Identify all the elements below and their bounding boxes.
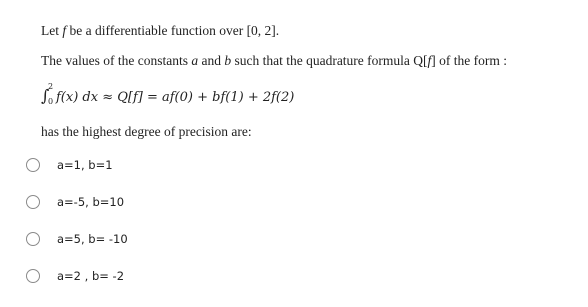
integral-symbol: ∫ <box>41 86 50 105</box>
answer-option-2[interactable] <box>26 192 124 212</box>
statement-part-2: and <box>198 53 225 68</box>
radio-button[interactable] <box>26 158 40 172</box>
constant-a: a <box>191 53 199 68</box>
answer-option-label: a=2 , b= -2 <box>57 269 125 283</box>
answer-option-label: a=1, b=1 <box>57 158 113 172</box>
function-symbol: f <box>62 23 67 38</box>
question-line-prompt: has the highest degree of precision are: <box>41 124 252 139</box>
function-symbol-2: f <box>427 53 432 68</box>
answer-option-label: a=5, b= -10 <box>57 232 128 246</box>
intro-prefix: Let <box>41 23 63 38</box>
answer-option-4[interactable] <box>26 266 124 286</box>
answer-option-label: a=-5, b=10 <box>57 195 125 209</box>
intro-suffix: be a differentiable function over [0, 2]. <box>66 23 280 38</box>
answer-option-1[interactable] <box>26 155 113 175</box>
statement-part-1: The values of the constants <box>41 53 192 68</box>
constant-b: b <box>224 53 232 68</box>
integral-upper-limit: 2 <box>48 82 54 91</box>
statement-part-3: such that the quadrature formula Q[ <box>231 53 428 68</box>
radio-button[interactable] <box>26 232 40 246</box>
integral-lower-limit: 0 <box>48 97 54 106</box>
radio-button[interactable] <box>26 195 40 209</box>
formula-body: f(x) dx ≈ Q[f] = af(0) + bf(1) + 2f(2) <box>56 90 295 105</box>
answer-option-3[interactable] <box>26 229 128 249</box>
radio-button[interactable] <box>26 269 40 283</box>
statement-part-4: ] of the form : <box>431 53 508 68</box>
